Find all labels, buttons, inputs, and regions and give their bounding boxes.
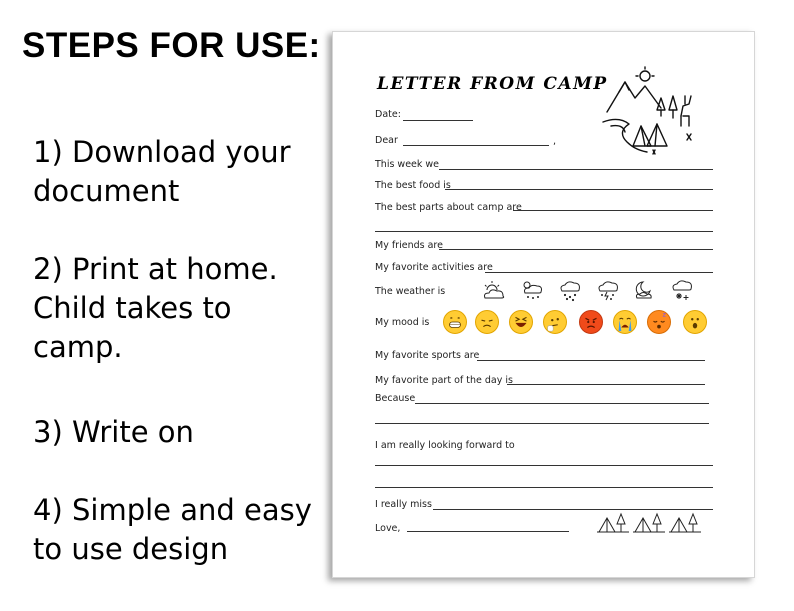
dear-label: Dear [375, 135, 398, 146]
parts-line[interactable] [513, 210, 713, 211]
food-label: The best food is [375, 180, 451, 191]
food-line[interactable] [445, 189, 713, 190]
forward-line-2[interactable] [375, 487, 713, 488]
mountain-camp-emblem-icon [599, 66, 699, 158]
friends-line[interactable] [439, 249, 713, 250]
letter-title: LETTER FROM CAMP [377, 74, 608, 94]
rain-cloud-icon [557, 278, 583, 302]
dear-line[interactable] [403, 145, 549, 146]
tent-tree-icon [597, 510, 629, 536]
sun-cloud-icon [481, 278, 507, 302]
step-3 [33, 413, 323, 452]
snow-cloud-icon [669, 278, 695, 302]
daypart-label: My favorite part of the day is [375, 375, 513, 386]
step-1-line-1: 1) Download your [33, 135, 291, 169]
friends-label: My friends are [375, 240, 443, 251]
tent-tree-icon [633, 510, 665, 536]
step-3-line-1: 3) Write on [33, 415, 194, 449]
step-2-line-2: Child takes to [33, 291, 232, 325]
crying-face-icon [613, 310, 637, 334]
grinning-face-icon [443, 310, 467, 334]
letter-page [332, 31, 755, 578]
sad-face-icon [475, 310, 499, 334]
thinking-face-icon [543, 310, 567, 334]
date-label: Date: [375, 109, 401, 120]
miss-label: I really miss [375, 499, 432, 510]
sports-label: My favorite sports are [375, 350, 480, 361]
because-label: Because [375, 393, 416, 404]
week-line[interactable] [439, 169, 713, 170]
parts-label: The best parts about camp are [375, 202, 522, 213]
forward-label: I am really looking forward to [375, 440, 515, 451]
tent-tree-icon [669, 510, 701, 536]
sun-rain-icon [519, 278, 545, 302]
week-label: This week we [375, 159, 440, 170]
surprised-face-icon [683, 310, 707, 334]
sports-line[interactable] [477, 360, 705, 361]
because-line-2[interactable] [375, 423, 709, 424]
date-line[interactable] [403, 120, 473, 121]
activities-label: My favorite activities are [375, 262, 493, 273]
sleepy-face-icon [647, 310, 671, 334]
step-2 [33, 250, 323, 367]
step-2-line-1: 2) Print at home. [33, 252, 278, 286]
angry-face-icon [579, 310, 603, 334]
parts-line-2[interactable] [375, 231, 713, 232]
step-1 [33, 133, 323, 211]
step-4-line-2: to use design [33, 532, 229, 566]
step-4 [33, 491, 323, 569]
storm-cloud-icon [595, 278, 621, 302]
because-line[interactable] [415, 403, 709, 404]
step-2-line-3: camp. [33, 330, 123, 364]
forward-line[interactable] [375, 465, 713, 466]
laughing-face-icon [509, 310, 533, 334]
daypart-line[interactable] [507, 384, 705, 385]
steps-heading: STEPS FOR USE: [22, 26, 321, 65]
love-line[interactable] [407, 531, 569, 532]
svg-text:z: z [662, 310, 667, 319]
weather-label: The weather is [375, 286, 446, 297]
step-1-line-2: document [33, 174, 180, 208]
moon-cloud-icon [631, 278, 657, 302]
love-label: Love, [375, 523, 401, 534]
dear-comma: , [553, 136, 557, 147]
mood-label: My mood is [375, 317, 430, 328]
step-4-line-1: 4) Simple and easy [33, 493, 312, 527]
activities-line[interactable] [485, 272, 713, 273]
